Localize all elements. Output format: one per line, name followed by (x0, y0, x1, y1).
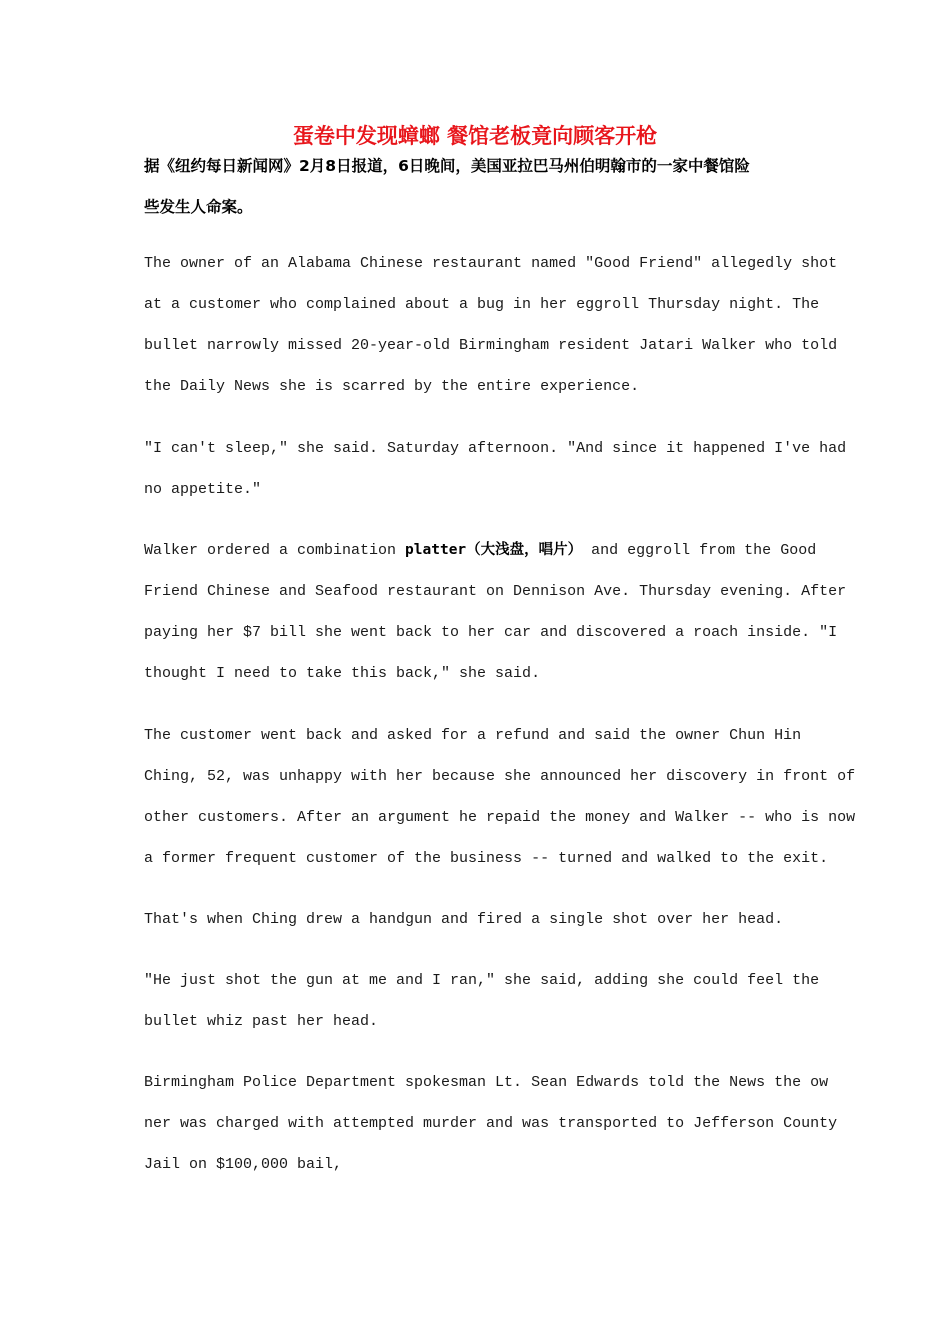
paragraph-5 (144, 899, 834, 940)
paragraph-2 (144, 428, 847, 510)
paragraph-line: no appetite." (144, 481, 262, 498)
paragraph-line: at a customer who complained about a bug in her eggroll Thursday night. The (144, 296, 820, 313)
paragraph-line: paying her $7 bill she went back to her car and discovered a roach inside. "I (144, 624, 838, 641)
article-title: 蛋卷中发现蟑螂 餐馆老板竟向顾客开枪 (292, 123, 658, 148)
paragraph-line: Friend Chinese and Seafood restaurant on Dennison Ave. Thursday evening. After (144, 583, 847, 600)
paragraph-line: That's when Ching drew a handgun and fired a single shot over her head. (144, 911, 784, 928)
paragraph-4 (144, 715, 856, 879)
paragraph-line (144, 530, 834, 571)
paragraph-line: ner was charged with attempted murder and was transported to Jefferson County (144, 1115, 838, 1132)
paragraph-line: the Daily News she is scarred by the entire experience. (144, 378, 640, 395)
paragraph-3 (144, 530, 847, 694)
paragraph-line: bullet narrowly missed 20-year-old Birmingham resident Jatari Walker who told (144, 337, 838, 354)
paragraph-line: thought I need to take this back," she said. (144, 665, 541, 682)
chinese-intro (144, 146, 814, 228)
intro-line: 些发生人命案。 (144, 198, 253, 216)
paragraph-line: Jail on $100,000 bail, (144, 1156, 343, 1173)
paragraph-6 (144, 960, 834, 1042)
paragraph-line: Birmingham Police Department spokesman Lt. Sean Edwards told the News the ow (144, 1074, 829, 1091)
paragraph-line: bullet whiz past her head. (144, 1013, 379, 1030)
paragraph-line-start: Walker ordered a combination (144, 542, 406, 559)
paragraph-line-end: and eggroll from the Good (582, 542, 817, 559)
paragraph-line: "I can't sleep," she said. Saturday afternoon. "And since it happened I've had (144, 440, 847, 457)
paragraph-line: a former frequent customer of the business -- turned and walked to the exit. (144, 850, 829, 867)
paragraph-7 (144, 1062, 838, 1185)
intro-line: 据《纽约每日新闻网》2月8日报道，6日晚间，美国亚拉巴马州伯明翰市的一家中餐馆险 (144, 157, 750, 175)
paragraph-1 (144, 243, 838, 407)
paragraph-line: Ching, 52, was unhappy with her because she announced her discovery in front of (144, 768, 856, 785)
vocabulary-gloss: platter（大浅盘，唱片） (405, 542, 583, 558)
paragraph-line: The owner of an Alabama Chinese restaurant named "Good Friend" allegedly shot (144, 255, 838, 272)
paragraph-line: The customer went back and asked for a refund and said the owner Chun Hin (144, 727, 802, 744)
paragraph-line: other customers. After an argument he repaid the money and Walker -- who is now (144, 809, 856, 826)
paragraph-line: "He just shot the gun at me and I ran," she said, adding she could feel the (144, 972, 820, 989)
